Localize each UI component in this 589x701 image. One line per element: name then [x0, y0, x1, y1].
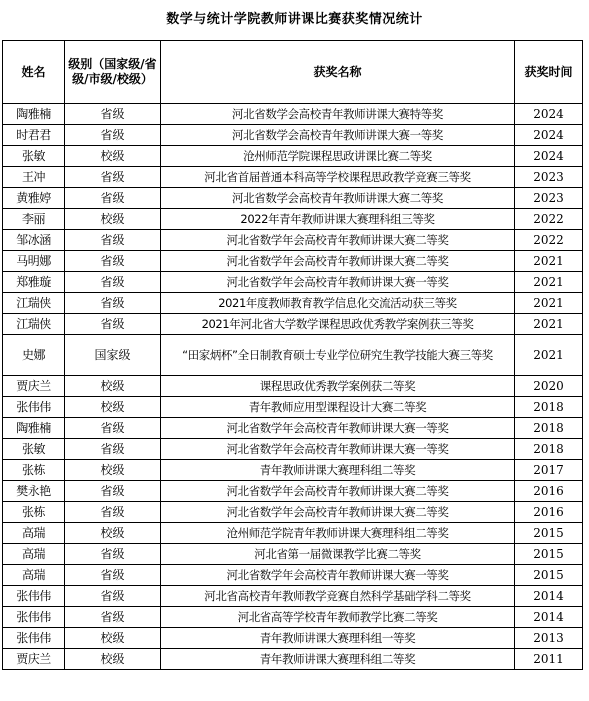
- table-row: [3, 460, 583, 481]
- cell-year: 2018: [515, 397, 583, 418]
- cell-level: 国家级: [65, 335, 161, 376]
- cell-year: 2024: [515, 125, 583, 146]
- cell-award: 河北省数学年会高校青年教师讲课大赛二等奖: [161, 251, 515, 272]
- table-row: [3, 146, 583, 167]
- cell-award: 河北省高等学校青年教师教学比赛二等奖: [161, 607, 515, 628]
- cell-level: 省级: [65, 230, 161, 251]
- cell-year: 2020: [515, 376, 583, 397]
- cell-name: 张伟伟: [3, 397, 65, 418]
- table-row: [3, 502, 583, 523]
- table-header-row: [3, 41, 583, 104]
- cell-year: 2014: [515, 607, 583, 628]
- cell-year: 2016: [515, 481, 583, 502]
- cell-name: 张伟伟: [3, 586, 65, 607]
- cell-award: 青年教师应用型课程设计大赛二等奖: [161, 397, 515, 418]
- cell-year: 2022: [515, 209, 583, 230]
- cell-name: 江瑞侠: [3, 314, 65, 335]
- cell-level: 省级: [65, 481, 161, 502]
- table-row: [3, 230, 583, 251]
- table-row: [3, 104, 583, 125]
- table-row: [3, 335, 583, 376]
- cell-name: 史娜: [3, 335, 65, 376]
- cell-award: 2021年度教师教育教学信息化交流活动获三等奖: [161, 293, 515, 314]
- cell-name: 高瑞: [3, 544, 65, 565]
- cell-level: 省级: [65, 104, 161, 125]
- cell-award: 河北省数学会高校青年教师讲课大赛二等奖: [161, 188, 515, 209]
- cell-name: 张伟伟: [3, 607, 65, 628]
- cell-level: 省级: [65, 188, 161, 209]
- cell-name: 邹冰涵: [3, 230, 65, 251]
- cell-name: 贾庆兰: [3, 376, 65, 397]
- table-row: [3, 167, 583, 188]
- cell-name: 高瑞: [3, 523, 65, 544]
- cell-level: 校级: [65, 628, 161, 649]
- header-level: 级别（国家级/省级/市级/校级）: [65, 41, 161, 104]
- cell-award: “田家炳杯”全日制教育硕士专业学位研究生教学技能大赛三等奖: [161, 335, 515, 376]
- cell-level: 省级: [65, 293, 161, 314]
- cell-name: 陶雅楠: [3, 418, 65, 439]
- table-body: [3, 104, 583, 670]
- cell-year: 2013: [515, 628, 583, 649]
- table-row: [3, 397, 583, 418]
- cell-year: 2011: [515, 649, 583, 670]
- cell-level: 省级: [65, 314, 161, 335]
- table-row: [3, 439, 583, 460]
- cell-award: 沧州师范学院青年教师讲课大赛理科组二等奖: [161, 523, 515, 544]
- cell-year: 2021: [515, 251, 583, 272]
- table-row: [3, 251, 583, 272]
- cell-level: 校级: [65, 376, 161, 397]
- cell-name: 张敏: [3, 439, 65, 460]
- cell-name: 李丽: [3, 209, 65, 230]
- cell-level: 省级: [65, 544, 161, 565]
- awards-table: [2, 40, 583, 670]
- cell-level: 省级: [65, 418, 161, 439]
- cell-level: 省级: [65, 125, 161, 146]
- cell-year: 2024: [515, 104, 583, 125]
- cell-name: 时君君: [3, 125, 65, 146]
- cell-award: 河北省数学年会高校青年教师讲课大赛二等奖: [161, 481, 515, 502]
- table-row: [3, 272, 583, 293]
- table-row: [3, 628, 583, 649]
- cell-level: 省级: [65, 167, 161, 188]
- cell-level: 省级: [65, 607, 161, 628]
- cell-level: 校级: [65, 397, 161, 418]
- table-row: [3, 209, 583, 230]
- table-row: [3, 565, 583, 586]
- cell-level: 省级: [65, 565, 161, 586]
- cell-name: 贾庆兰: [3, 649, 65, 670]
- cell-award: 课程思政优秀教学案例获二等奖: [161, 376, 515, 397]
- cell-name: 陶雅楠: [3, 104, 65, 125]
- table-row: [3, 649, 583, 670]
- table-row: [3, 418, 583, 439]
- cell-name: 马明娜: [3, 251, 65, 272]
- cell-name: 樊永艳: [3, 481, 65, 502]
- cell-level: 省级: [65, 502, 161, 523]
- cell-award: 青年教师讲课大赛理科组二等奖: [161, 649, 515, 670]
- table-row: [3, 293, 583, 314]
- table-row: [3, 314, 583, 335]
- cell-award: 河北省数学年会高校青年教师讲课大赛二等奖: [161, 502, 515, 523]
- cell-name: 张伟伟: [3, 628, 65, 649]
- cell-award: 河北省第一届微课教学比赛二等奖: [161, 544, 515, 565]
- table-row: [3, 188, 583, 209]
- cell-level: 省级: [65, 272, 161, 293]
- cell-year: 2015: [515, 523, 583, 544]
- cell-award: 2022年青年教师讲课大赛理科组三等奖: [161, 209, 515, 230]
- cell-award: 河北省数学会高校青年教师讲课大赛特等奖: [161, 104, 515, 125]
- cell-award: 青年教师讲课大赛理科组一等奖: [161, 628, 515, 649]
- cell-year: 2021: [515, 314, 583, 335]
- cell-year: 2015: [515, 544, 583, 565]
- cell-name: 张敏: [3, 146, 65, 167]
- cell-year: 2018: [515, 418, 583, 439]
- cell-level: 校级: [65, 523, 161, 544]
- cell-name: 张栋: [3, 502, 65, 523]
- table-row: [3, 523, 583, 544]
- cell-year: 2016: [515, 502, 583, 523]
- cell-award: 2021年河北省大学数学课程思政优秀教学案例获三等奖: [161, 314, 515, 335]
- cell-year: 2022: [515, 230, 583, 251]
- cell-year: 2023: [515, 167, 583, 188]
- cell-level: 校级: [65, 649, 161, 670]
- cell-name: 张栋: [3, 460, 65, 481]
- cell-award: 河北省首届普通本科高等学校课程思政教学竞赛三等奖: [161, 167, 515, 188]
- cell-name: 江瑞侠: [3, 293, 65, 314]
- cell-name: 高瑞: [3, 565, 65, 586]
- table-row: [3, 544, 583, 565]
- table-row: [3, 481, 583, 502]
- cell-award: 河北省数学年会高校青年教师讲课大赛一等奖: [161, 418, 515, 439]
- cell-level: 校级: [65, 460, 161, 481]
- table-row: [3, 586, 583, 607]
- header-year: 获奖时间: [515, 41, 583, 104]
- cell-name: 王冲: [3, 167, 65, 188]
- cell-award: 河北省数学年会高校青年教师讲课大赛一等奖: [161, 439, 515, 460]
- page-title: 数学与统计学院教师讲课比赛获奖情况统计: [166, 12, 423, 27]
- cell-name: 郑雅璇: [3, 272, 65, 293]
- header-award: 获奖名称: [161, 41, 515, 104]
- cell-level: 校级: [65, 146, 161, 167]
- cell-award: 河北省数学年会高校青年教师讲课大赛二等奖: [161, 230, 515, 251]
- cell-year: 2021: [515, 335, 583, 376]
- cell-name: 黄雅婷: [3, 188, 65, 209]
- cell-year: 2018: [515, 439, 583, 460]
- cell-year: 2015: [515, 565, 583, 586]
- cell-award: 河北省数学年会高校青年教师讲课大赛一等奖: [161, 272, 515, 293]
- table-row: [3, 607, 583, 628]
- cell-year: 2021: [515, 272, 583, 293]
- cell-level: 省级: [65, 439, 161, 460]
- cell-award: 河北省数学年会高校青年教师讲课大赛一等奖: [161, 565, 515, 586]
- cell-year: 2024: [515, 146, 583, 167]
- cell-year: 2017: [515, 460, 583, 481]
- cell-award: 沧州师范学院课程思政讲课比赛二等奖: [161, 146, 515, 167]
- table-row: [3, 125, 583, 146]
- table-row: [3, 376, 583, 397]
- cell-level: 省级: [65, 251, 161, 272]
- cell-year: 2023: [515, 188, 583, 209]
- cell-level: 省级: [65, 586, 161, 607]
- cell-award: 河北省数学会高校青年教师讲课大赛一等奖: [161, 125, 515, 146]
- cell-award: 青年教师讲课大赛理科组二等奖: [161, 460, 515, 481]
- cell-level: 校级: [65, 209, 161, 230]
- cell-year: 2021: [515, 293, 583, 314]
- cell-year: 2014: [515, 586, 583, 607]
- cell-award: 河北省高校青年教师教学竞赛自然科学基础学科二等奖: [161, 586, 515, 607]
- header-name: 姓名: [3, 41, 65, 104]
